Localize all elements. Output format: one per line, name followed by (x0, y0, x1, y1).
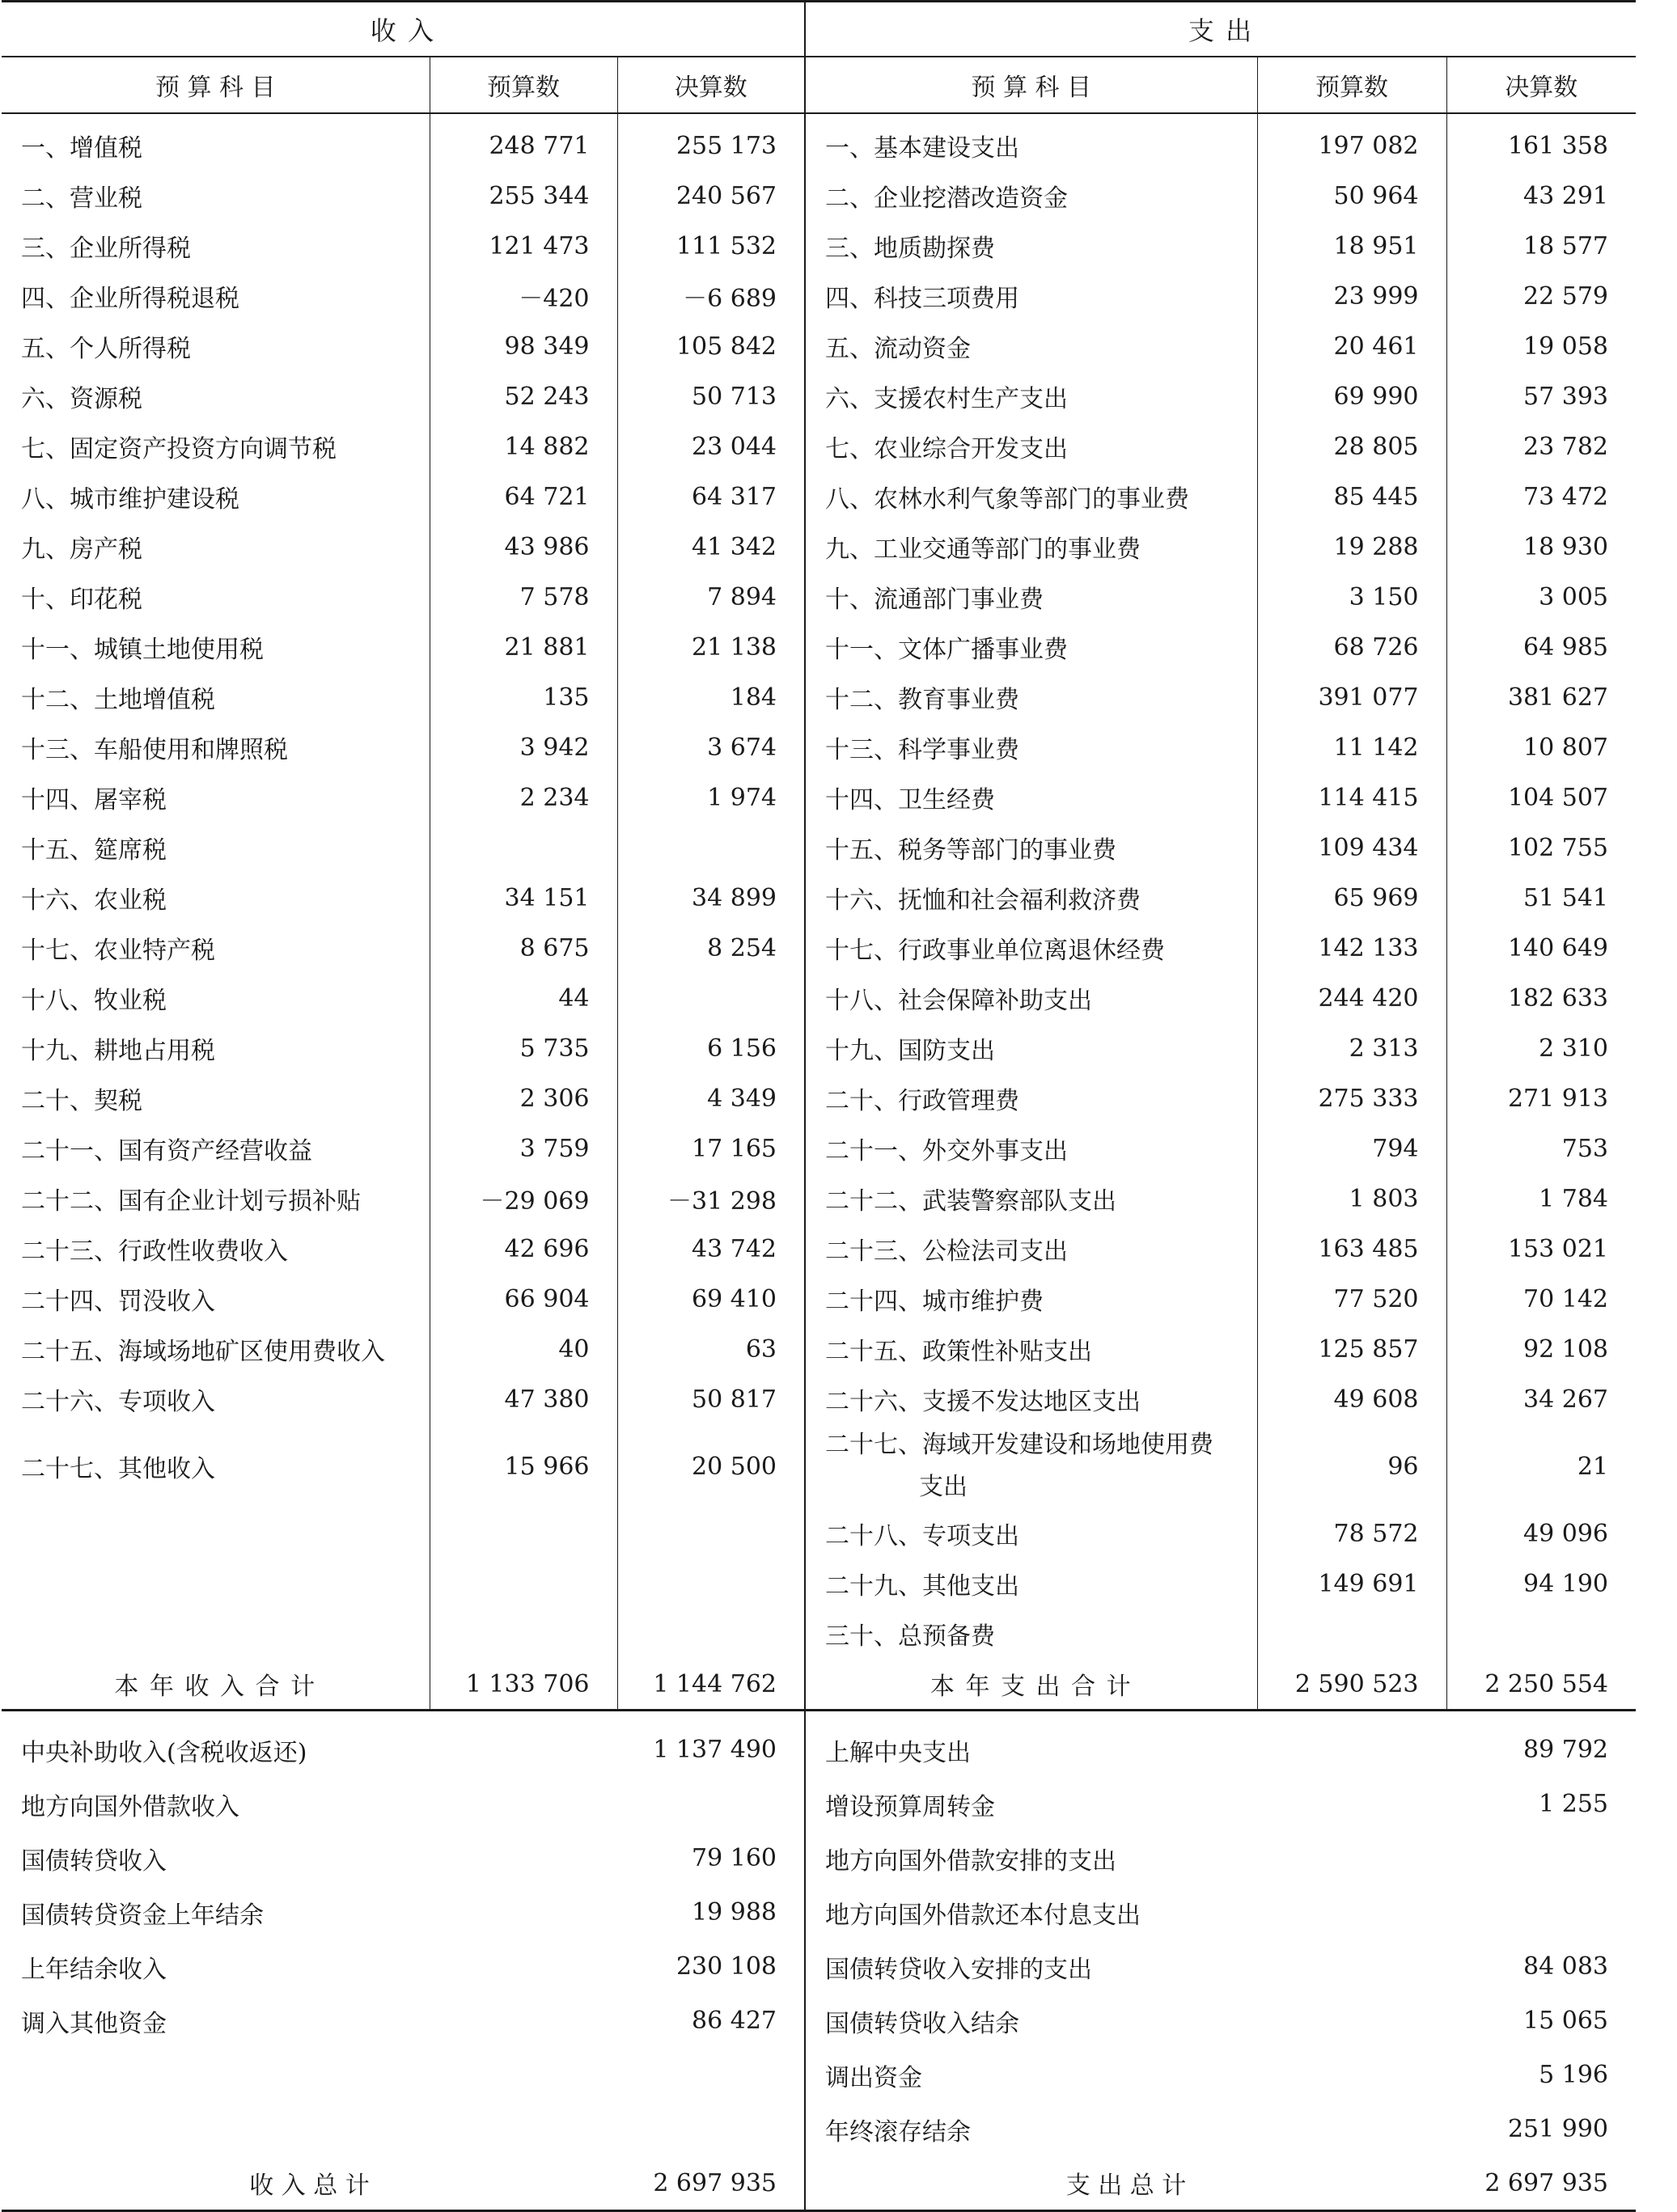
income-value: 86 427 (617, 1994, 805, 2048)
expense-budget-value: 3 150 (1257, 572, 1446, 622)
column-header-row (2, 57, 1636, 113)
income-final-value: 8 254 (617, 923, 805, 973)
income-item: 十七、农业特产税 (2, 923, 430, 973)
income-final-value: 63 (617, 1324, 805, 1374)
expense-budget-value: 19 288 (1257, 522, 1446, 572)
expense-budget-value: 125 857 (1257, 1324, 1446, 1374)
expense-final-value: 10 807 (1523, 733, 1608, 762)
expense-final-value: 73 472 (1523, 482, 1608, 511)
expense-grand-total-value: 2 697 935 (1446, 2156, 1636, 2211)
table-row (2, 2048, 1636, 2102)
expense-item: 二十、行政管理费 (805, 1073, 1257, 1123)
income-budget-value: 47 380 (430, 1374, 617, 1424)
expense-item: 十六、抚恤和社会福利救济费 (805, 873, 1257, 923)
expense-item: 一、基本建设支出 (805, 113, 1257, 171)
income-item: 上年结余收入 (21, 1955, 167, 1984)
table-row (2, 271, 1636, 321)
expense-budget-value: 1 803 (1257, 1174, 1446, 1224)
year-total-body (2, 1659, 1636, 1711)
expense-budget-value: 50 964 (1257, 171, 1446, 221)
table-row (2, 421, 1636, 472)
table-row (2, 1609, 1636, 1659)
grand-total-body (2, 2156, 1636, 2211)
table-row (2, 823, 1636, 873)
table-row (2, 1711, 1636, 1778)
income-final-value: 64 317 (617, 472, 805, 522)
expense-value: 89 792 (1523, 1736, 1608, 1764)
income-final-value: 4 349 (617, 1073, 805, 1123)
expense-item: 国债转贷收入结余 (825, 2009, 1019, 2038)
expense-budget-value: 68 726 (1257, 622, 1446, 672)
income-final-value: 20 500 (617, 1424, 805, 1508)
income-budget-value: 8 675 (430, 923, 617, 973)
income-item: 地方向国外借款收入 (21, 1792, 239, 1821)
income-budget-value: 121 473 (430, 221, 617, 271)
income-final-value: 41 342 (617, 522, 805, 572)
income-item: 二十二、国有企业计划亏损补贴 (2, 1174, 430, 1224)
expense-budget-value: 96 (1257, 1424, 1446, 1508)
expense-final-value: 64 985 (1523, 632, 1608, 662)
expense-final-value: 19 058 (1523, 332, 1608, 361)
expense-item: 二、企业挖潜改造资金 (805, 171, 1257, 221)
income-budget-value: 3 759 (430, 1123, 617, 1174)
income-final-value: 21 138 (617, 622, 805, 672)
expense-final-value: 21 (1577, 1452, 1608, 1481)
income-final-value (617, 1559, 805, 1609)
expense-year-total-budget: 2 590 523 (1257, 1659, 1446, 1711)
expense-budget-value: 275 333 (1257, 1073, 1446, 1123)
income-final-value: 43 742 (617, 1224, 805, 1274)
income-year-total-final: 1 144 762 (617, 1659, 805, 1711)
income-budget-value (430, 1559, 617, 1609)
income-final-value: －31 298 (617, 1174, 805, 1224)
table-row (2, 672, 1636, 722)
income-item-column-header: 预 算 科 目 (2, 57, 430, 113)
expense-final-value: 104 507 (1507, 783, 1608, 812)
table-row (2, 1073, 1636, 1123)
income-budget-value: 2 306 (430, 1073, 617, 1123)
income-year-total-budget: 1 133 706 (430, 1659, 617, 1711)
income-item: 七、固定资产投资方向调节税 (2, 421, 430, 472)
expense-item: 十四、卫生经费 (805, 772, 1257, 823)
table-row (2, 722, 1636, 772)
expense-year-total-label: 本 年 支 出 合 计 (805, 1659, 1257, 1711)
income-final-value: 3 674 (617, 722, 805, 772)
expense-item: 二十六、支援不发达地区支出 (805, 1374, 1257, 1424)
expense-budget-value: 78 572 (1257, 1508, 1446, 1559)
income-item: 十九、耕地占用税 (2, 1023, 430, 1073)
expense-item: 七、农业综合开发支出 (805, 421, 1257, 472)
expense-item: 十一、文体广播事业费 (805, 622, 1257, 672)
expense-item: 二十五、政策性补贴支出 (805, 1324, 1257, 1374)
income-item: 二、营业税 (2, 171, 430, 221)
expense-final-value: 92 108 (1523, 1334, 1608, 1364)
income-item: 二十、契税 (2, 1073, 430, 1123)
income-final-value (617, 1609, 805, 1659)
table-row (2, 472, 1636, 522)
expense-budget-value: 794 (1257, 1123, 1446, 1174)
main-rows (2, 113, 1636, 1659)
income-final-value: 105 842 (617, 321, 805, 371)
income-value: 19 988 (617, 1885, 805, 1939)
expense-budget-value (1257, 1609, 1446, 1659)
expense-item: 二十四、城市维护费 (805, 1274, 1257, 1324)
expense-final-value: 43 291 (1523, 181, 1608, 210)
expense-final-value: 18 577 (1523, 231, 1608, 260)
expense-final-value: 753 (1561, 1134, 1608, 1163)
expense-final-value: 70 142 (1523, 1284, 1608, 1313)
expense-budget-value: 85 445 (1257, 472, 1446, 522)
income-budget-value: 98 349 (430, 321, 617, 371)
expense-item-column-header: 预 算 科 目 (805, 57, 1257, 113)
expense-value (1446, 1885, 1636, 1939)
expense-budget-value: 114 415 (1257, 772, 1446, 823)
table-row (2, 1224, 1636, 1274)
income-value: 230 108 (617, 1939, 805, 1994)
expense-budget-value: 391 077 (1257, 672, 1446, 722)
expense-final-value (1446, 1609, 1636, 1659)
income-item: 一、增值税 (2, 113, 430, 171)
income-item (2, 1559, 430, 1609)
income-year-total-label: 本 年 收 入 合 计 (2, 1659, 430, 1711)
expense-value (1446, 1831, 1636, 1885)
expense-final-value: 182 633 (1507, 983, 1608, 1013)
income-item: 六、资源税 (2, 371, 430, 421)
expense-budget-value: 109 434 (1257, 823, 1446, 873)
expense-final-value: 49 096 (1523, 1519, 1608, 1548)
expense-item: 二十三、公检法司支出 (805, 1224, 1257, 1274)
income-budget-value: 40 (430, 1324, 617, 1374)
income-budget-value: 43 986 (430, 522, 617, 572)
expense-item-line1: 二十七、海域开发建设和场地使用费 (825, 1431, 1213, 1459)
expense-final-value: 3 005 (1539, 582, 1608, 611)
income-section-header: 收 入 (2, 2, 805, 57)
expense-final-value: 381 627 (1507, 683, 1608, 712)
income-item: 二十四、罚没收入 (2, 1274, 430, 1324)
income-budget-value: 3 942 (430, 722, 617, 772)
table-row (2, 321, 1636, 371)
expense-final-column-header: 决算数 (1446, 57, 1636, 113)
table-row (2, 1123, 1636, 1174)
income-budget-value: 44 (430, 973, 617, 1023)
table-row (2, 1174, 1636, 1224)
expense-item: 四、科技三项费用 (805, 271, 1257, 321)
income-final-value: 69 410 (617, 1274, 805, 1324)
table-row (2, 1831, 1636, 1885)
section-header-row (2, 2, 1636, 57)
income-item: 十一、城镇土地使用税 (2, 622, 430, 672)
expense-grand-total-label: 支 出 总 计 (805, 2156, 1446, 2211)
table-row (2, 1424, 1636, 1508)
expense-final-value: 51 541 (1523, 883, 1608, 912)
table-row (2, 1939, 1636, 1994)
expense-value: 5 196 (1539, 2061, 1608, 2089)
expense-item: 十七、行政事业单位离退休经费 (805, 923, 1257, 973)
income-final-value: 34 899 (617, 873, 805, 923)
income-item: 中央补助收入(含税收返还) (21, 1738, 307, 1767)
table-row (2, 2102, 1636, 2156)
income-item: 十五、筵席税 (2, 823, 430, 873)
income-item: 十八、牧业税 (2, 973, 430, 1023)
expense-final-value: 94 190 (1523, 1569, 1608, 1598)
expense-final-value: 18 930 (1523, 532, 1608, 561)
income-item: 三、企业所得税 (2, 221, 430, 271)
expense-budget-value: 18 951 (1257, 221, 1446, 271)
income-item (2, 2048, 617, 2102)
year-total-row (2, 1659, 1636, 1711)
income-item: 二十一、国有资产经营收益 (2, 1123, 430, 1174)
table-row (2, 622, 1636, 672)
income-item: 十四、屠宰税 (2, 772, 430, 823)
table-row (2, 572, 1636, 622)
income-final-value (617, 973, 805, 1023)
expense-budget-column-header: 预算数 (1257, 57, 1446, 113)
expense-item: 三、地质勘探费 (805, 221, 1257, 271)
budget-table (2, 0, 1636, 2212)
income-budget-value: 15 966 (430, 1424, 617, 1508)
income-budget-value: －420 (430, 271, 617, 321)
table-row (2, 1885, 1636, 1939)
expense-budget-value: 69 990 (1257, 371, 1446, 421)
expense-item: 年终滚存结余 (825, 2117, 971, 2146)
income-budget-value (430, 1508, 617, 1559)
income-item: 十、印花税 (2, 572, 430, 622)
income-value (617, 1777, 805, 1831)
income-final-value: 184 (617, 672, 805, 722)
income-item (2, 1609, 430, 1659)
table-row (2, 1508, 1636, 1559)
expense-final-value: 102 755 (1507, 833, 1608, 862)
income-item: 二十六、专项收入 (2, 1374, 430, 1424)
table-row (2, 1994, 1636, 2048)
expense-budget-value: 77 520 (1257, 1274, 1446, 1324)
income-final-value: 7 894 (617, 572, 805, 622)
table-row (2, 171, 1636, 221)
expense-section-header: 支 出 (805, 2, 1636, 57)
expense-budget-value: 49 608 (1257, 1374, 1446, 1424)
income-value (617, 2102, 805, 2156)
income-value: 79 160 (617, 1831, 805, 1885)
expense-item: 十三、科学事业费 (805, 722, 1257, 772)
income-budget-value: 255 344 (430, 171, 617, 221)
income-budget-value: －29 069 (430, 1174, 617, 1224)
table-row (2, 371, 1636, 421)
expense-item: 八、农林水利气象等部门的事业费 (805, 472, 1257, 522)
table-row (2, 873, 1636, 923)
income-item: 八、城市维护建设税 (2, 472, 430, 522)
income-item: 国债转贷收入 (21, 1846, 167, 1876)
table-row (2, 522, 1636, 572)
expense-budget-value: 28 805 (1257, 421, 1446, 472)
table-row (2, 1559, 1636, 1609)
table-row (2, 772, 1636, 823)
expense-final-value: 34 267 (1523, 1385, 1608, 1414)
expense-item: 五、流动资金 (805, 321, 1257, 371)
income-budget-value: 14 882 (430, 421, 617, 472)
expense-value: 84 083 (1523, 1952, 1608, 1981)
income-final-value: 17 165 (617, 1123, 805, 1174)
income-budget-value: 5 735 (430, 1023, 617, 1073)
income-item: 九、房产税 (2, 522, 430, 572)
expense-value: 251 990 (1507, 2115, 1608, 2143)
income-budget-value (430, 823, 617, 873)
income-budget-value: 135 (430, 672, 617, 722)
expense-item: 三十、总预备费 (805, 1609, 1257, 1659)
income-budget-value: 248 771 (430, 113, 617, 171)
income-item: 五、个人所得税 (2, 321, 430, 371)
expense-value: 1 255 (1539, 1790, 1608, 1818)
income-item: 国债转贷资金上年结余 (21, 1901, 264, 1930)
expense-budget-value: 197 082 (1257, 113, 1446, 171)
income-final-value: 6 156 (617, 1023, 805, 1073)
income-budget-value: 66 904 (430, 1274, 617, 1324)
expense-item: 地方向国外借款还本付息支出 (825, 1901, 1141, 1930)
income-final-value: 1 974 (617, 772, 805, 823)
income-budget-value (430, 1609, 617, 1659)
expense-item: 调出资金 (825, 2063, 922, 2092)
income-final-value: 240 567 (617, 171, 805, 221)
expense-year-total-final: 2 250 554 (1446, 1659, 1636, 1711)
income-final-value (617, 1508, 805, 1559)
expense-item: 二十二、武装警察部队支出 (805, 1174, 1257, 1224)
income-final-value: 50 713 (617, 371, 805, 421)
grand-total-row (2, 2156, 1636, 2211)
expense-budget-value: 23 999 (1257, 271, 1446, 321)
expense-item: 六、支援农村生产支出 (805, 371, 1257, 421)
table-row (2, 221, 1636, 271)
expense-item: 上解中央支出 (825, 1738, 971, 1767)
income-final-value: 111 532 (617, 221, 805, 271)
expense-item: 十八、社会保障补助支出 (805, 973, 1257, 1023)
expense-final-value: 57 393 (1523, 382, 1608, 411)
income-final-value: －6 689 (617, 271, 805, 321)
expense-budget-value: 65 969 (1257, 873, 1446, 923)
table-row (2, 1274, 1636, 1324)
expense-item: 二十一、外交外事支出 (805, 1123, 1257, 1174)
expense-item: 地方向国外借款安排的支出 (825, 1846, 1116, 1876)
expense-budget-value: 11 142 (1257, 722, 1446, 772)
income-budget-column-header: 预算数 (430, 57, 617, 113)
expense-budget-value: 163 485 (1257, 1224, 1446, 1274)
table-row (2, 113, 1636, 171)
expense-value: 15 065 (1523, 2007, 1608, 2035)
income-budget-value: 34 151 (430, 873, 617, 923)
income-budget-value: 7 578 (430, 572, 617, 622)
income-budget-value: 42 696 (430, 1224, 617, 1274)
expense-budget-value: 142 133 (1257, 923, 1446, 973)
income-final-value: 255 173 (617, 113, 805, 171)
income-final-value: 23 044 (617, 421, 805, 472)
table-row (2, 1777, 1636, 1831)
expense-item: 十二、教育事业费 (805, 672, 1257, 722)
income-item: 二十三、行政性收费收入 (2, 1224, 430, 1274)
expense-item: 二十九、其他支出 (805, 1559, 1257, 1609)
income-final-value: 50 817 (617, 1374, 805, 1424)
income-item: 十二、土地增值税 (2, 672, 430, 722)
expense-budget-value: 244 420 (1257, 973, 1446, 1023)
income-budget-value: 64 721 (430, 472, 617, 522)
expense-item: 十九、国防支出 (805, 1023, 1257, 1073)
income-grand-total-value: 2 697 935 (617, 2156, 805, 2211)
expense-final-value: 140 649 (1507, 933, 1608, 962)
expense-budget-value: 149 691 (1257, 1559, 1446, 1609)
income-value (617, 2048, 805, 2102)
income-item: 十六、农业税 (2, 873, 430, 923)
income-item: 四、企业所得税退税 (2, 271, 430, 321)
expense-budget-value: 20 461 (1257, 321, 1446, 371)
income-item: 十三、车船使用和牌照税 (2, 722, 430, 772)
table-row (2, 1324, 1636, 1374)
income-final-column-header: 决算数 (617, 57, 805, 113)
expense-item-line2: 支出 (919, 1473, 968, 1501)
expense-item: 九、工业交通等部门的事业费 (805, 522, 1257, 572)
income-item: 调入其他资金 (21, 2009, 167, 2038)
income-item (2, 1508, 430, 1559)
income-final-value (617, 823, 805, 873)
bottom-rows (2, 1711, 1636, 2157)
expense-final-value: 271 913 (1507, 1084, 1608, 1113)
income-value: 1 137 490 (617, 1711, 805, 1778)
expense-item: 增设预算周转金 (825, 1792, 995, 1821)
expense-item: 二十八、专项支出 (805, 1508, 1257, 1559)
expense-final-value: 1 784 (1539, 1184, 1608, 1213)
expense-final-value: 22 579 (1523, 281, 1608, 311)
expense-budget-value: 2 313 (1257, 1023, 1446, 1073)
expense-final-value: 153 021 (1507, 1234, 1608, 1263)
table-row (2, 973, 1636, 1023)
income-item: 二十七、其他收入 (2, 1424, 430, 1508)
table-row (2, 923, 1636, 973)
table-row (2, 1023, 1636, 1073)
income-budget-value: 21 881 (430, 622, 617, 672)
expense-final-value: 161 358 (1507, 131, 1608, 160)
expense-item: 十五、税务等部门的事业费 (805, 823, 1257, 873)
expense-final-value: 23 782 (1523, 432, 1608, 461)
income-budget-value: 2 234 (430, 772, 617, 823)
income-item: 二十五、海域场地矿区使用费收入 (2, 1324, 430, 1374)
income-budget-value: 52 243 (430, 371, 617, 421)
expense-item: 十、流通部门事业费 (805, 572, 1257, 622)
table-row (2, 1374, 1636, 1424)
income-item (2, 2102, 617, 2156)
income-grand-total-label: 收 入 总 计 (2, 2156, 617, 2211)
expense-item: 国债转贷收入安排的支出 (825, 1955, 1092, 1984)
expense-final-value: 2 310 (1539, 1034, 1608, 1063)
expense-item (805, 1424, 1257, 1508)
